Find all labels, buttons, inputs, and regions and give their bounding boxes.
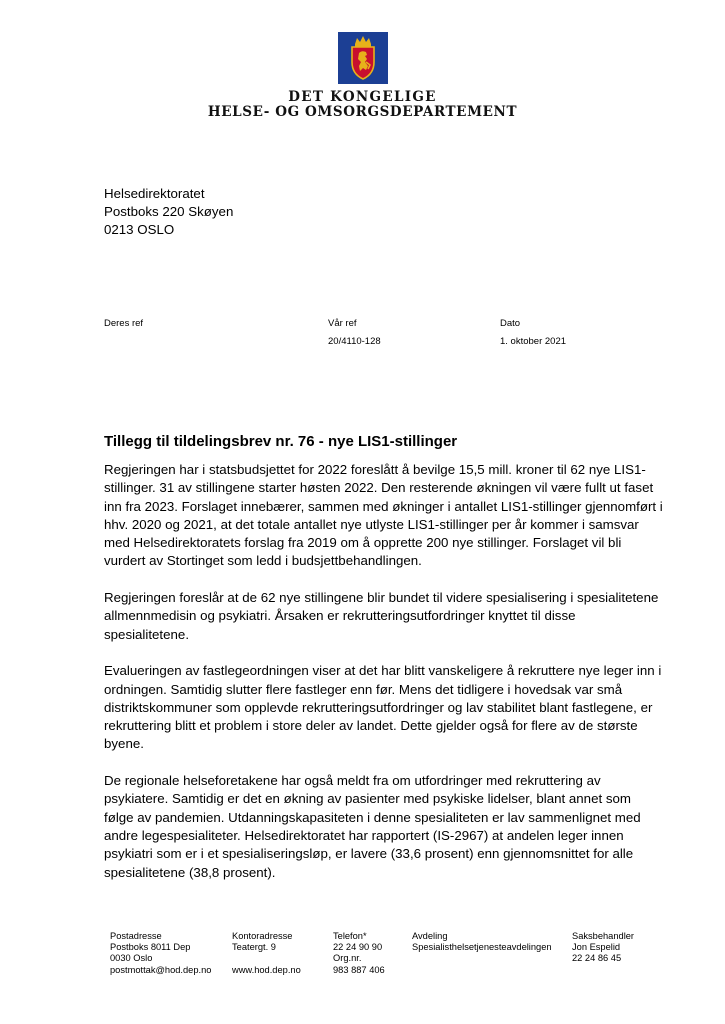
var-ref-value: 20/4110-128 (328, 336, 381, 347)
footer-saksbehandler-name: Jon Espelid (572, 942, 621, 953)
footer-email: postmottak@hod.dep.no (110, 964, 212, 975)
recipient-city: 0213 OSLO (104, 222, 175, 237)
letter-title: Tillegg til tildelingsbrev nr. 76 - nye LIS1-stillinger (104, 433, 458, 450)
footer-postadresse-label: Postadresse (110, 931, 162, 941)
paragraph: Evalueringen av fastlegeordningen viser at det har blitt vanskeligere å rekruttere nye leger inn i ordningen. Samtidig slutter flere fastleger enn før. Mens det tidligere i hovedsak var små distriktskommuner som opplevde rekrutteringsutfordringer og lav stabilitet blant fastlegene, er rekruttering blitt et problem i store deler av landet. Dette gjelder også for flere av de største byene. (104, 663, 662, 752)
footer-telefon-value: 22 24 90 90 (333, 942, 383, 953)
var-ref-label: Vår ref (328, 318, 357, 329)
footer-avdeling-value: Spesialisthelsetjenesteavdelingen (412, 942, 552, 953)
footer-kontor-label: Kontoradresse (232, 931, 293, 941)
footer-website: www.hod.dep.no (232, 964, 301, 975)
recipient-street: Postboks 220 Skøyen (104, 204, 234, 219)
footer-saksbehandler-phone: 22 24 86 45 (572, 953, 622, 964)
footer-postadresse-line1: Postboks 8011 Dep (110, 942, 191, 953)
letterhead (0, 32, 725, 84)
date-value: 1. oktober 2021 (500, 336, 567, 347)
deres-ref-label: Deres ref (104, 318, 144, 329)
coat-of-arms-lion-icon (338, 32, 388, 84)
recipient-name: Helsedirektoratet (104, 186, 205, 201)
recipient-address (104, 185, 233, 239)
paragraph: De regionale helseforetakene har også meldt fra om utfordringer med rekruttering av psykiatere. Samtidig er det en økning av pasienter med psykiske lidelser, blant annet som følge av pandemien. Utdanningskapasiteten i denne spesialiteten er lav sammenlignet med andre legespesialiteter. Helsedirektoratet har rapportert (IS-2967) at andelen leger innen psykiatri som er i et spesialiseringsløp, er lavere (33,6 prosent) enn gjennomsnittet for alle spesialitetene (38,8 prosent). (104, 773, 641, 880)
footer-avdeling-label: Avdeling (412, 931, 448, 941)
footer-postadresse-line2: 0030 Oslo (110, 953, 153, 964)
department-name-line2: HELSE- OG OMSORGSDEPARTEMENT (207, 104, 518, 120)
footer-orgnr-value: 983 887 406 (333, 964, 385, 975)
date-label: Dato (500, 318, 521, 329)
footer-saksbehandler-label: Saksbehandler (572, 931, 635, 941)
letter-body (104, 461, 664, 900)
footer-telefon-label: Telefon* (333, 931, 367, 941)
paragraph: Regjeringen foreslår at de 62 nye stillingene blir bundet til videre spesialisering i spesialitetene allmennmedisin og psykiatri. Årsaken er rekrutteringsutfordringer knyttet til disse spesialitetene. (104, 590, 659, 642)
paragraph: Regjeringen har i statsbudsjettet for 2022 foreslått å bevilge 15,5 mill. kroner til 62 nye LIS1-stillinger. 31 av stillingene starter høsten 2022. Den resterende økningen vil være fullt ut faset inn fra 2023. Forslaget innebærer, sammen med økninger i antallet LIS1-stillinger gjennomført i hhv. 2020 og 2021, at det totale antallet nye utlyste LIS1-stillinger per år kommer i samsvar med Helsedirektoratets forslag fra 2019 om å opprette 200 nye stillinger. Forslaget vil bli vurdert av Stortinget som ledd i budsjettbehandlingen. (104, 462, 663, 569)
footer-kontor-line1: Teatergt. 9 (232, 942, 276, 953)
department-name-line1: DET KONGELIGE (288, 89, 437, 105)
footer-orgnr-label: Org.nr. (333, 953, 362, 964)
